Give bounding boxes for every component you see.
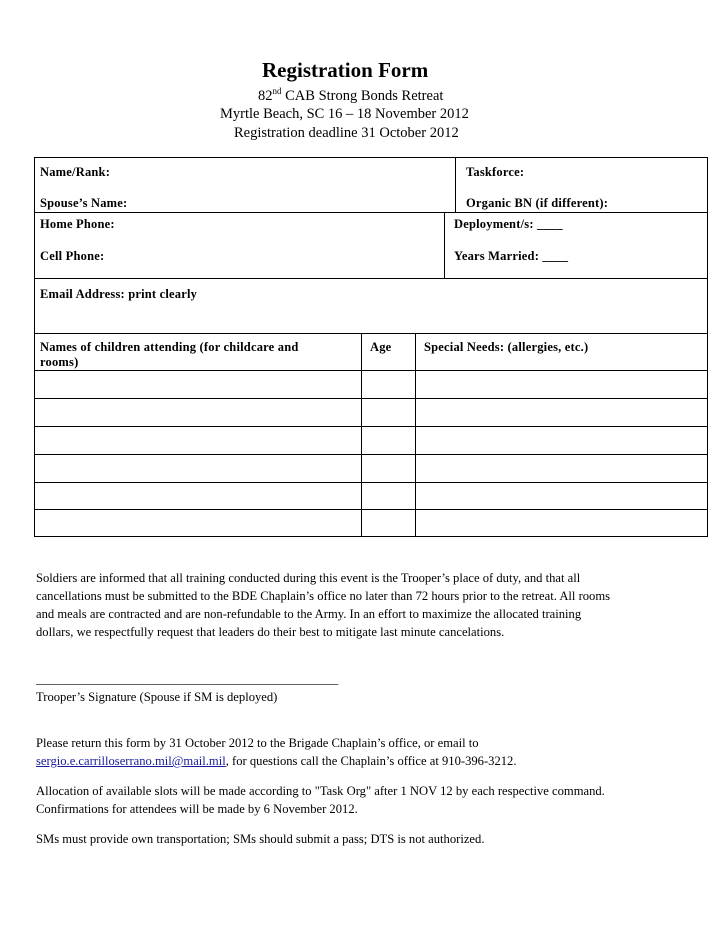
phone-block [34, 212, 708, 279]
spouse-name-field[interactable]: Spouse’s Name: [40, 196, 128, 210]
organic-bn-field[interactable]: Organic BN (if different): [466, 196, 609, 210]
name-rank-field[interactable]: Name/Rank: [40, 165, 111, 179]
registration-deadline: Registration deadline 31 October 2012 [234, 125, 459, 141]
table-row [34, 482, 708, 483]
chaplain-email-link[interactable]: sergio.e.carrilloserrano.mil@mail.mil [36, 754, 226, 768]
column-divider [361, 333, 362, 537]
deployments-field[interactable]: Deployment/s: ____ [454, 217, 563, 231]
page-title: Registration Form [262, 58, 429, 82]
divider [455, 157, 456, 213]
table-row [34, 370, 708, 371]
special-needs-header: Special Needs: (allergies, etc.) [424, 340, 589, 354]
allocation-notice: Allocation of available slots will be made according to "Task Org" after 1 NOV 12 by each respective command. Confirmations for attendees will be made by 6 November 2012. [36, 784, 605, 816]
email-field[interactable]: Email Address: print clearly [40, 287, 198, 301]
signature-label: Trooper’s Signature (Spouse if SM is deployed) [36, 690, 278, 704]
duty-notice: Soldiers are informed that all training conducted during this event is the Trooper’s place of duty, and that all cancellations must be submitted to the BDE Chaplain’s office no later than 72 hours prior to the retreat. All rooms and meals are contracted and are non-refundable to the Army. In an effort to maximize the allocated training dollars, we respectfully request that leaders do their best to mitigate last minute cancelations. [36, 571, 611, 639]
years-married-field[interactable]: Years Married: ____ [454, 249, 569, 263]
children-names-header: Names of children attending (for childcare and [40, 340, 299, 354]
return-instructions: Please return this form by 31 October 2012 to the Brigade Chaplain’s office, or email to sergio.e.carrilloserrano.mil@mail.mil, for questions call the Chaplain’s office at 910-396-3212. [36, 736, 517, 768]
home-phone-field[interactable]: Home Phone: [40, 217, 115, 231]
divider [444, 212, 445, 279]
signature-block [36, 670, 716, 706]
taskforce-field[interactable]: Taskforce: [466, 165, 525, 179]
cell-phone-field[interactable]: Cell Phone: [40, 249, 105, 263]
table-row [34, 454, 708, 455]
children-table [34, 333, 708, 537]
event-location: Myrtle Beach, SC 16 – 18 November 2012 [220, 106, 469, 122]
age-header: Age [370, 340, 392, 354]
table-row [34, 398, 708, 399]
event-name: 82nd CAB Strong Bonds Retreat [258, 86, 444, 104]
transport-notice: SMs must provide own transportation; SMs should submit a pass; DTS is not authorized. [36, 832, 485, 846]
signature-line[interactable]: ________________________________________________ [36, 672, 339, 686]
children-names-header-cont: rooms) [40, 355, 79, 369]
table-row [34, 426, 708, 427]
table-row [34, 509, 708, 510]
column-divider [415, 333, 416, 537]
